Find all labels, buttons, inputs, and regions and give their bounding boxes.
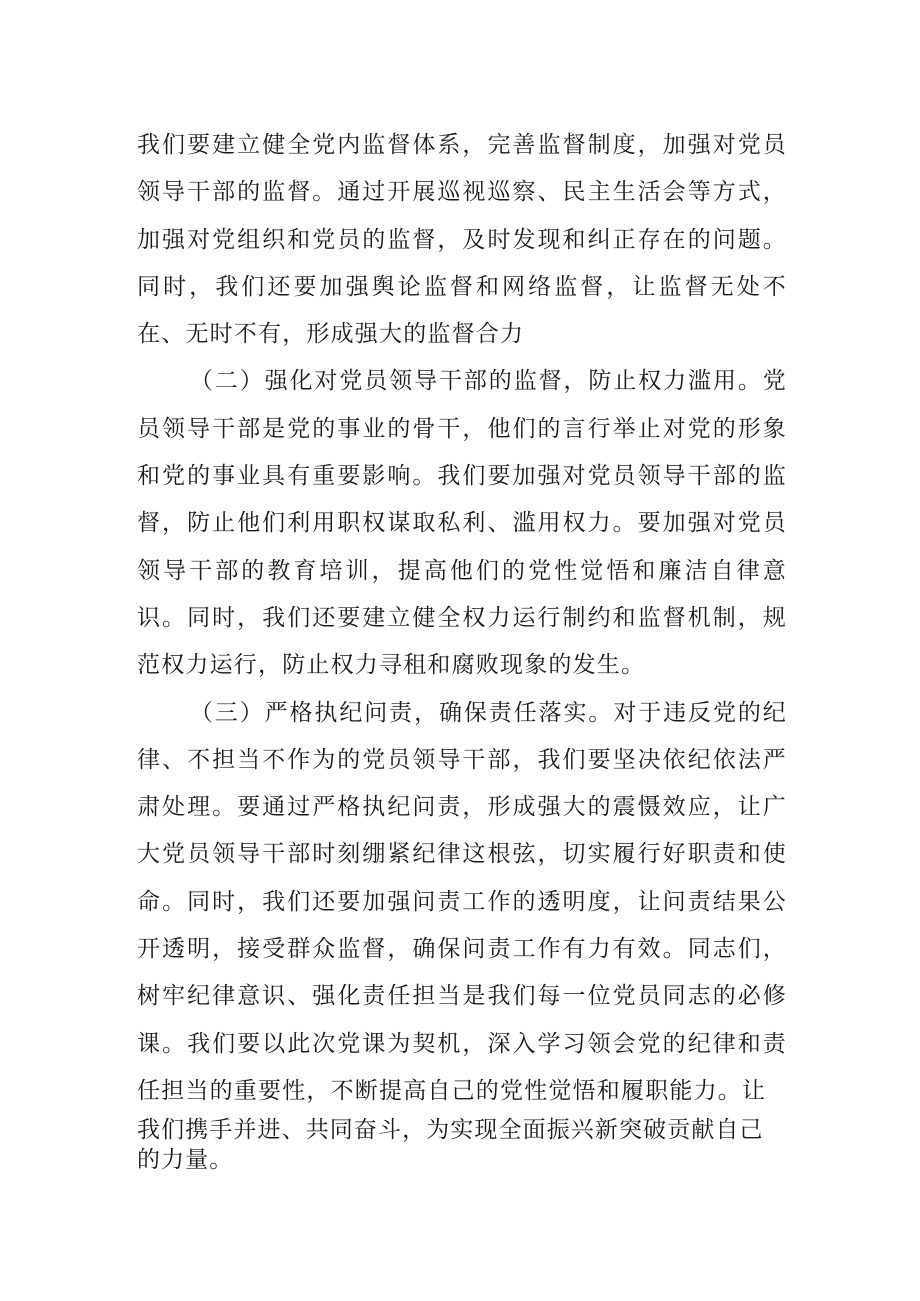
- document-body: [137, 122, 787, 1175]
- paragraph-section-two: （二）强化对党员领导干部的监督，防止权力滥用。党员领导干部是党的事业的骨干，他们的言行举止对党的形象和党的事业具有重要影响。我们要加强对党员领导干部的监督，防止他们利用职权谋取私利、滥用权力。要加强对党员领导干部的教育培训，提高他们的党性觉悟和廉洁自律意识。同时，我们还要建立健全权力运行制约和监督机制，规范权力运行，防止权力寻租和腐败现象的发生。: [137, 368, 787, 679]
- paragraph-section-three: （三）严格执纪问责，确保责任落实。对于违反党的纪律、不担当不作为的党员领导干部，我们要坚决依纪依法严肃处理。要通过严格执纪问责，形成强大的震慑效应，让广大党员领导干部时刻绷紧纪律这根弦，切实履行好职责和使命。同时，我们还要加强问责工作的透明度，让问责结果公开透明，接受群众监督，确保问责工作有力有效。同志们，树牢纪律意识、强化责任担当是我们每一位党员同志的必修课。我们要以此次党课为契机，深入学习领会党的纪律和责任担当的重要性，不断提高自己的党性觉悟和履职能力。让: [137, 699, 787, 1104]
- paragraph-supervision-system: 我们要建立健全党内监督体系，完善监督制度，加强对党员领导干部的监督。通过开展巡视巡察、民主生活会等方式，加强对党组织和党员的监督，及时发现和纠正存在的问题。同时，我们还要加强舆论监督和网络监督，让监督无处不在、无时不有，形成强大的监督合力: [137, 132, 787, 348]
- paragraph-closing: 我们携手并进、共同奋斗，为实现全面振兴新突破贡献自己的力量。: [137, 1117, 764, 1174]
